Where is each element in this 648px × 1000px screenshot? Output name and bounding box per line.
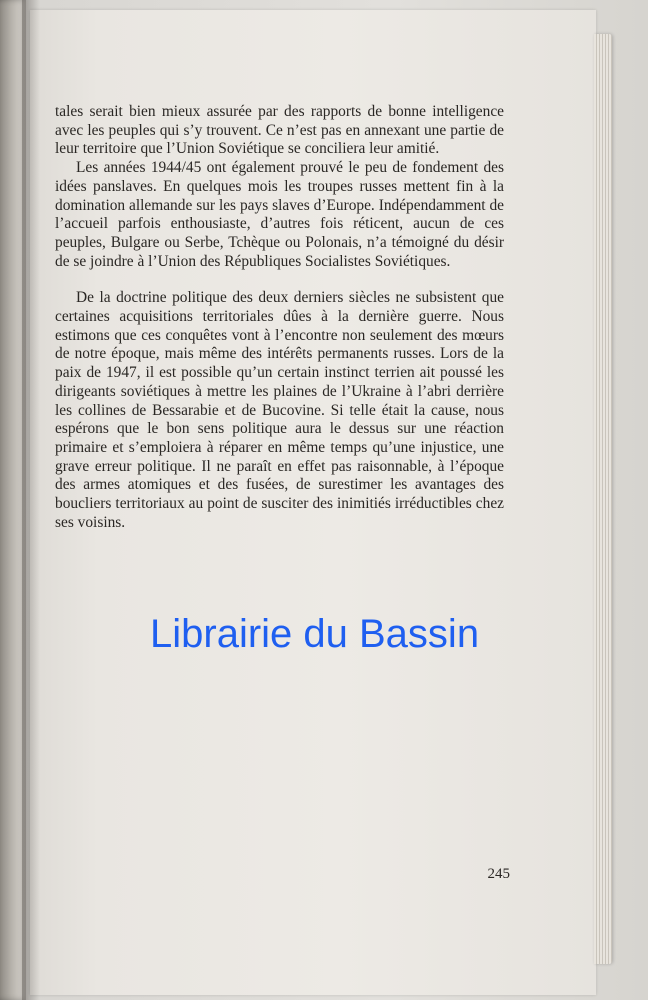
watermark-text: Librairie du Bassin [150,612,480,656]
page-stack-edges [594,34,612,964]
book-gutter-shadow [22,0,40,1000]
page-body-text [55,103,504,532]
paragraph-territorial-acquisitions: De la doctrine politique des deux derniers siècles ne subsistent que certaines acquisitions territoriales dûes à la dernière guerre. Nous estimons que ces conquêtes vont à l’encontre non seulement des mœurs de notre époque, mais même des intérêts permanents russes. Lors de la paix de 1947, il est possible qu’un certain instinct terrien ait poussé les dirigeants soviétiques à mettre les plaines de l’Ukraine à l’abri derrière les collines de Bessarabie et de Bucovine. Si telle était la cause, nous espérons que le bon sens politique aura le dessus sur une réaction primaire et s’emploiera à réparer en même temps qu’une injustice, une grave erreur politique. Il ne paraît en effet pas raisonnable, à l’époque des armes atomiques et des fusées, de surestimer les avantages des boucliers territoriaux au point de susciter des inimitiés irréductibles chez ses voisins. [55,289,504,531]
paragraph-continuation: tales serait bien mieux assurée par des rapports de bonne intelligence avec les peuples qui s’y trouvent. Ce n’est pas en annexant une partie de leur territoire que l’Union Soviétique se conciliera leur amitié. [55,103,504,158]
page-number: 245 [487,866,510,882]
paragraph-panslave-ideas: Les années 1944/45 ont également prouvé le peu de fondement des idées panslaves. En quelques mois les troupes russes mettent fin à la domination allemande sur les pays slaves d’Europe. Indépendamment de l’accueil parfois enthousiaste, d’autres fois réticent, aucun de ces peuples, Bulgare ou Serbe, Tchèque ou Polonais, n’a témoigné du désir de se joindre à l’Union des Républiques Socialistes Soviétiques. [55,159,504,270]
